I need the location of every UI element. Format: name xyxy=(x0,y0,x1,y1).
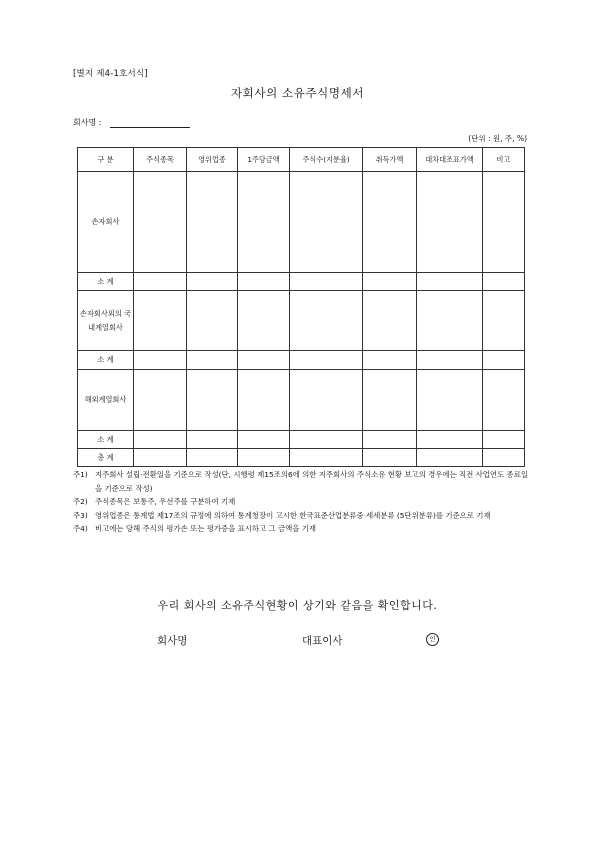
footnote-tag: 주4) xyxy=(73,524,88,533)
footnote-tag: 주3) xyxy=(73,510,88,520)
table-cell xyxy=(483,172,525,273)
table-cell xyxy=(417,351,483,370)
table-cell xyxy=(134,431,187,449)
table-cell xyxy=(134,449,187,467)
table-cell xyxy=(417,273,483,291)
table-cell xyxy=(290,291,363,351)
subtotal-label: 소 계 xyxy=(78,273,134,291)
table-cell xyxy=(363,291,417,351)
table-cell xyxy=(290,273,363,291)
header-acquisition-cost: 취득가액 xyxy=(363,148,417,172)
subtotal-row xyxy=(78,273,525,291)
document-title: 자회사의 소유주식명세서 xyxy=(230,86,365,100)
footnote-item xyxy=(73,495,533,509)
group-label-grandchild: 손자회사 xyxy=(78,172,134,273)
table-cell xyxy=(417,172,483,273)
table-cell xyxy=(134,351,187,370)
confirmation-statement: 우리 회사의 소유주식현황이 상기와 같음을 확인합니다. xyxy=(157,599,438,612)
header-business-type: 영위업종 xyxy=(187,148,238,172)
table-cell xyxy=(483,291,525,351)
table-cell xyxy=(417,291,483,351)
table-cell xyxy=(238,449,290,467)
seal-mark: 인 xyxy=(426,633,439,646)
subtotal-row xyxy=(78,431,525,449)
footnote-text: 영위업종은 통계법 제17조의 규정에 의하여 통계청장이 고시한 한국표준산업분류중 세세분류 (5단위분류)를 기준으로 기재 xyxy=(95,510,491,520)
table-cell xyxy=(290,370,363,431)
table-cell xyxy=(363,449,417,467)
table-cell xyxy=(363,351,417,370)
company-name-label: 회사명 : xyxy=(73,118,102,127)
header-par-value: 1주당금액 xyxy=(238,148,290,172)
table-cell xyxy=(238,172,290,273)
header-book-value: 대차대조표가액 xyxy=(417,148,483,172)
header-stock-type: 주식종목 xyxy=(134,148,187,172)
header-category: 구 분 xyxy=(78,148,134,172)
table-cell xyxy=(187,370,238,431)
total-label: 총 계 xyxy=(78,449,134,467)
table-cell xyxy=(483,273,525,291)
table-cell xyxy=(238,370,290,431)
table-cell xyxy=(187,431,238,449)
table-cell xyxy=(134,273,187,291)
footnote-item xyxy=(73,522,533,536)
footnotes xyxy=(73,468,533,536)
footnote-tag: 주1) xyxy=(73,470,88,479)
table-header-row xyxy=(78,148,525,172)
subtotal-label: 소 계 xyxy=(78,431,134,449)
table-cell xyxy=(417,431,483,449)
table-cell xyxy=(238,351,290,370)
table-cell xyxy=(417,370,483,431)
table-cell xyxy=(187,172,238,273)
unit-note: (단위 : 원, 주, %) xyxy=(468,134,527,143)
table-cell xyxy=(238,431,290,449)
table-cell xyxy=(483,431,525,449)
form-code: [별지 제4-1호서식] xyxy=(73,69,148,79)
table-row xyxy=(78,370,525,431)
table-cell xyxy=(134,172,187,273)
subtotal-row xyxy=(78,351,525,370)
company-name-line xyxy=(110,127,190,128)
signature-company-label: 회사명 xyxy=(157,635,188,647)
table-cell xyxy=(134,291,187,351)
table-cell xyxy=(483,351,525,370)
group-label-overseas-affiliate: 해외계열회사 xyxy=(78,370,134,431)
table-cell xyxy=(483,370,525,431)
signature-representative-label: 대표이사 xyxy=(302,635,343,647)
table-cell xyxy=(290,449,363,467)
table-cell xyxy=(187,351,238,370)
header-remarks: 비고 xyxy=(483,148,525,172)
table-cell xyxy=(187,449,238,467)
table-cell xyxy=(290,351,363,370)
table-cell xyxy=(417,449,483,467)
total-row xyxy=(78,449,525,467)
table-cell xyxy=(290,172,363,273)
table-cell xyxy=(363,273,417,291)
table-cell xyxy=(187,273,238,291)
shareholding-table xyxy=(77,147,525,467)
group-label-domestic-affiliate: 손자회사외의 국내계열회사 xyxy=(78,291,134,351)
table-cell xyxy=(363,172,417,273)
table-cell xyxy=(290,431,363,449)
footnote-text: 비고에는 당해 주식의 평가손 또는 평가증을 표시하고 그 금액을 기재 xyxy=(95,524,317,533)
table-cell xyxy=(363,370,417,431)
table-cell xyxy=(483,449,525,467)
footnote-text: 지주회사 설립·전환일을 기준으로 작성(단, 시행령 제15조의6에 의한 지주회사의 주식소유 현황 보고의 경우에는 직전 사업연도 종료일을 기준으로 작성) xyxy=(95,470,528,493)
table-cell xyxy=(187,291,238,351)
subtotal-label: 소 계 xyxy=(78,351,134,370)
header-share-count: 주식수(지분율) xyxy=(290,148,363,172)
table-row xyxy=(78,172,525,273)
footnote-item xyxy=(73,509,533,523)
footnote-text: 주식종목은 보통주, 우선주를 구분하여 기재 xyxy=(95,497,236,506)
table-cell xyxy=(134,370,187,431)
footnote-item xyxy=(73,468,533,495)
table-row xyxy=(78,291,525,351)
table-cell xyxy=(363,431,417,449)
table-cell xyxy=(238,273,290,291)
footnote-tag: 주2) xyxy=(73,497,88,506)
table-cell xyxy=(238,291,290,351)
